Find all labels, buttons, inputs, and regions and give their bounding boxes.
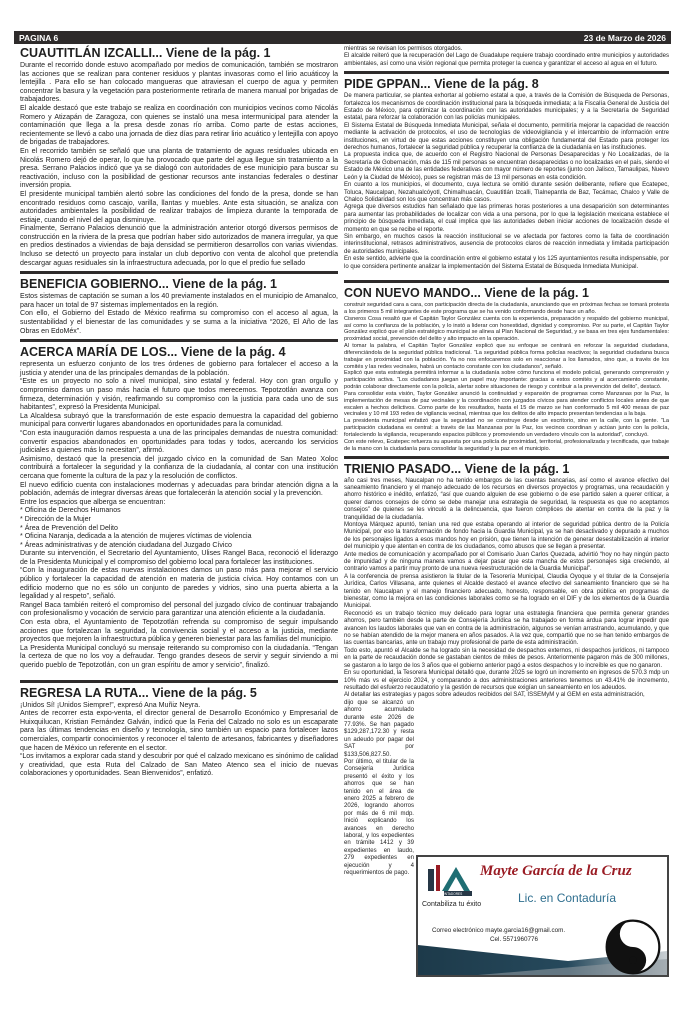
paragraph: “Este es un proyecto no solo a nivel municipal, sino estatal y federal. Hoy con gran orgullo y compromiso damos un paso más hacia el futuro que todos merecemos. Tepotzotlán avanza con firmeza, determinación y visión, reafirmando su compromiso con la justicia para cada uno de sus habitantes”, expresó la Presidenta Municipal. xyxy=(20,378,338,412)
article-body-wrapped xyxy=(344,700,414,878)
paragraph: En el recorrido también se señaló que una planta de tratamiento de aguas residuales ubicada en Nicolás Romero dejó de operar, lo que ha provocado que parte del agua llegue sin tratamiento a la presa. Serrano Palacios indicó que ya se dialogó con autoridades de ese municipio para buscar su reactivación, incluso con la posibilidad de gestionar recursos ante instancias federales o destinar inversión propia. xyxy=(20,147,338,190)
yin-yang-icon xyxy=(605,919,661,975)
paragraph: Ante medios de comunicación y acompañado por el Comisario Juan Carlos Quezada, advirtió “hoy no hay ningún pacto de impunidad y de ninguna manera vamos a dejar pasar que esta mancha de estos personajes siga creciendo, al contrario vamos a partir muy pronto de una nueva reestructuración de la Guardia Municipal”. xyxy=(344,551,669,573)
page-number: PAGINA 6 xyxy=(19,32,59,43)
article-title: CUAUTITLÁN IZCALLI... Viene de la pág. 1 xyxy=(20,46,271,60)
ad-phone[interactable]: Cel. 5571960776 xyxy=(490,936,538,943)
ad-email[interactable]: Correo electrónico mayte.garcia16@gmail.com. xyxy=(432,927,566,934)
paragraph: año casi tres meses, Naucalpan no ha tenido embargos de las cuentas bancarias, así como el avance efectivo del saneamiento financiero y el manejo adecuado de los recursos en diversos proyectos y programas, una recaudación y ahorro histórico e inédito, enfatizó, “así que cuando alguien de ese gobierno o de ese partido salen a querer criticar, a querer darnos consejos de cómo se debe manejar una estrategia de seguridad, la respuesta es que no aceptamos consejos” de quienes se les vinculó a la delincuencia, que fueron cómplices de atentar en contra de la paz y la tranquilidad de la ciudadanía. xyxy=(344,477,669,521)
paragraph: Durante su intervención, el Secretario del Ayuntamiento, Ulises Rangel Baca, reconoció el liderazgo de la Presidenta Municipal y el compromiso del gobierno local para fortalecer las instituciones. xyxy=(20,550,338,566)
paragraph: El alcalde reiteró que la recuperación del Lago de Guadalupe requiere trabajo coordinado entre municipios y autoridades ambientales, así como una visión regional que permita proteger la cuenca y garantizar el acceso al agua en el futuro. xyxy=(344,53,669,67)
paragraph: Reconoció es un trabajo técnico muy delicado para lograr una estrategia financiera que permita generar grandes ahorros, pero también desde la parte de Consejería Jurídica se ha trabajado en forma ardua para lograr impedir que avancen los laudos laborales que van en contra de la administración, algunos se venían arrastrando, acumulando, y que no se habían atendido de la mejor manera en años pasados. A la vez que, compartió que no se han tenido embargos de las cuentas bancarias, ante un trabajo muy profesional de parte de esta administración. xyxy=(344,610,669,647)
paragraph: Con esta obra, el Ayuntamiento de Tepotzotlán refrenda su compromiso de seguir impulsando acciones que fortalezcan la seguridad, la convivencia social y el acceso a la justicia, mediante proyectos que mejoren la infraestructura pública y generen bienestar para las familias del municipio. xyxy=(20,619,338,644)
article-body xyxy=(20,702,338,779)
paragraph: Entre los espacios que alberga se encuentran: xyxy=(20,498,166,506)
divider xyxy=(344,456,669,459)
article-title: CON NUEVO MANDO... Viene de la pág. 1 xyxy=(344,285,589,300)
paragraph: En cuanto a los municipios, el documento, cuya lectura se omitió durante sesión deliberante, refiere que Ecatepec, Toluca, Naucalpan, Nezahualcóyotl, Chimalhuacán, Cuautitlán Izcalli, Tlalnepantla de Baz, Tecámac, Chalco y Valle de Chalco Solidaridad son los que concentran más casos. xyxy=(344,182,669,203)
divider xyxy=(344,280,669,283)
paragraph: Finalmente, Serrano Palacios denunció que la administración anterior otorgó diversos permisos de construcción en la riviera de la presa que podrían haber sido autorizados de manera irregular, ya que en predios destinados a viviendas de baja densidad se permitieron desarrollos con varias viviendas. Incluso se detectó un proyecto para instalar un club deportivo con venta de alcohol que pretendía descargar aguas residuales sin la infraestructura adecuada, por lo que el predio fue sellado xyxy=(20,225,338,267)
article-trienio-pasado xyxy=(344,462,669,878)
paragraph: Antes de recorrer esta expo-venta, el director general de Desarrollo Económico y Empresarial de Huixquilucan, Kristian Fernández Galván, indicó que la Feria del Calzado no solo es un escaparate para las últimas tendencias en diseño y tecnología, sino también un espacio para fortalecer lazos comerciales, compartir conocimientos y reconocer el talento de artesanos, fabricantes y diseñadores que hacen de México un referente en el sector. xyxy=(20,710,338,752)
ad-profession: Lic. en Contaduría xyxy=(518,891,617,905)
paragraph: Estos sistemas de captación se suman a los 40 previamente instalados en el municipio de Amanalco, para hacer un total de 97 sistemas implementados en la región. xyxy=(20,293,338,309)
issue-date: 23 de Marzo de 2026 xyxy=(583,32,666,43)
paragraph: Durante el recorrido donde estuvo acompañado por medios de comunicación, también se mostraron las acciones que se realizan para contener residuos y plantas invasoras como el lirio acuáticoy la lentejilla . Para ello se han colocado mangueras que atraviesan el cuerpo de agua y permiten concentrar la basura y la vegetación para posteriormente retirarla de manera manual por brigadas de trabajadores. xyxy=(20,62,338,104)
advertisement-accountant[interactable] xyxy=(416,855,669,977)
article-body xyxy=(344,46,669,68)
logo-text: CONTADORES xyxy=(440,892,463,896)
paragraph: ¡Unidos Sí! ¡Unidos Siempre!”, expresó Ana Muñiz Neyra. xyxy=(20,701,201,709)
article-pide-gppan xyxy=(344,77,669,271)
paragraph: Rangel Baca también reiteró el compromiso del personal del juzgado cívico de continuar trabajando con profesionalismo y vocación de servicio para garantizar una atención eficiente a la ciudadanía. xyxy=(20,601,338,618)
paragraph: dijo que se alcanzó un ahorro acumulado durante este 2026 de 77.93%. Se han pagado $129,287,172.30 y resta un adeudo por pagar del SAT por $133,506,827.50. xyxy=(344,699,414,758)
ad-tagline: Contabiliza tu éxito xyxy=(422,901,482,908)
paragraph: Al detallar las estrategias y pagos sobre adeudos recibidos del SAT, ISSEMyM y al GEM en esta administración, xyxy=(344,692,645,699)
paragraph: Montoya Márquez apuntó, tenían una red que estaba operando al interior de seguridad pública dentro de la Policía Municipal, por eso la transformación de fondo hacia la Guardia Municipal, ya se han desactivado y depurado a muchos de los personajes ligados a esos mandos hoy en prisión, que tienen la intención de generar desestabilización al interior del municipio y que atentan en contra de los ciudadanos, como abusos que se llegan a presentar. xyxy=(344,521,669,551)
paragraph: La Presidenta Municipal concluyó su mensaje reiterando su compromiso con la ciudadanía. “Tengan la certeza de que no los voy a defraudar. Tengo grandes deseos de servir y seguir sirviendo a mi querido pueblo de Tepotzotlán, con un gran espíritu de amor y servicio”, finalizó. xyxy=(20,644,338,669)
paragraph: mientras se revisan los permisos otorgados. xyxy=(344,46,463,52)
article-body xyxy=(20,293,338,336)
article-body xyxy=(20,62,338,268)
paragraph: Asimismo, destacó que la presencia del juzgado cívico en la comunidad de San Mateo Xoloc contribuirá a fortalecer la seguridad y la confianza de la ciudadanía, al contar con una institución cercana que fomente la cultura de la paz y la resolución de conflictos. xyxy=(20,455,338,480)
paragraph: Explicó que esta estrategia permitirá informar a la ciudadanía sobre cómo funciona el modelo policial, generando comprensión y participación activa. “Los ciudadanos juegan un papel muy importante: gracias a estos comités y al acercamiento constante, podrán colaborar directamente con la policía, alertar sobre situaciones de riesgo y contribuir a la prevención del delito”, destacó. xyxy=(344,370,669,391)
paragraph: Todo esto, apuntó el Alcalde se ha logrado sin la necesidad de despachos externos, ni despachos jurídicos, ni tampoco en la parte de recaudación donde se gastaban cientos de miles de pesos. Anteriormente pagaron más de 300 millones, se gastaron a lo largo de los 3 años que el gobierno anterior pagó a estos despachos y lo increíble es que no ganaron. xyxy=(344,647,669,669)
page-header-bar xyxy=(14,31,671,44)
right-column xyxy=(344,46,669,877)
advertiser-name: Mayte García de la Cruz xyxy=(480,863,632,879)
paragraph: Para consolidar esta visión, Taylor González anunció la continuidad y expansión de programas como Manzanas por la Paz, la implementación de mesas de paz vecinales y la coordinación con juzgados cívicos para atender conflictos locales antes de que escalen a hechos delictivos. Como parte de los resultados, hasta el 15 de marzo se han conformado 5 mil 400 mesas de paz vecinales y 10 mil 193 redes de vigilancia vecinal, mientras que los delitos de alto impacto presentan tendencias a la baja. xyxy=(344,390,669,418)
article-title: TRIENIO PASADO... Viene de la pág. 1 xyxy=(344,461,570,476)
paragraph: “Los invitamos a explorar cada stand y descubrir por qué el calzado mexicano es sinónimo de calidad y creatividad, que esta Ruta del Calzado de San Mateo Atenco sea el inicio de nuevas colaboraciones y oportunidades. Sean Bienvenidos”, enfatizó. xyxy=(20,753,338,778)
paragraph: Cisneros Cosa resaltó que el Capitán Taylor González cuenta con la experiencia, preparación y respaldo del gobierno municipal, así como la confianza de la población, y lo instó a liderar con honestidad, dignidad y compromiso. Por su parte, el Capitán Taylor González explicó que el plan estratégico municipal se alinea al Plan Nacional de Seguridad, y se basa en tres ejes fundamentales: proximidad social, prevención del delito y alto impacto en la operación. xyxy=(344,315,669,343)
paragraph: Al tomar la palabra, el Capitán Taylor González explicó que su enfoque se centrará en reforzar la seguridad ciudadana, diferenciándola de la seguridad pública tradicional. “La seguridad pública forma policías reactivos; la seguridad ciudadana busca trabajar en proximidad con la población. Ya no nos enfocaremos solo en reaccionar a los llamados, sino que, a través de los comités y las redes vecinales, habrá un contacto constante con los ciudadanos”, señaló. xyxy=(344,343,669,370)
paragraph: El alcalde destacó que este trabajo se realiza en coordinación con municipios vecinos como Nicolás Romero y Atizapán de Zaragoza, con quienes se instaló una mesa intermunicipal para atender la contaminación que llega a la presa desde zonas río arriba. Como parte de estas acciones, recientemente se llevó a cabo una jornada de diez días para retirar lirio acuático y lentejilla con apoyo de brigadas de trabajadores. xyxy=(20,104,338,147)
paragraph: A la conferencia de prensa asistieron la titular de la Tesorería Municipal, Claudia Oyoque y el titular de la Consejería Jurídica, Carlos Villasana, ante quienes el Alcalde destacó el avance efectivo del saneamiento financiero que se ha tenido en Naucalpan y el manejo financiero adecuado, honesto, responsable, en obra pública en programas de bienestar, como la mejora en las condiciones laborales como se ha logrado en el DIF y de los elementos de la Guardia Municipal. xyxy=(344,573,669,610)
article-title: PIDE GPPAN... Viene de la pág. 8 xyxy=(344,77,539,92)
paragraph: La presidenta municipal enfatizó que la seguridad no se construye desde un escritorio, sino en la calle, con la gente. “La participación ciudadana es central: a través de las Manzanas por la Paz, los vecinos coordinan y actúan junto con la policía, fortaleciendo la vigilancia, recuperando espacios públicos y promoviendo un verdadero vínculo con la autoridad”, concluyó. xyxy=(344,418,669,438)
paragraph: El nuevo edificio cuenta con instalaciones modernas y adecuadas para brindar atención digna a la población, además de integrar diversas áreas que fortalecerán la atención social y la prevención. xyxy=(20,481,338,498)
article-title: ACERCA MARÍA DE LOS... Viene de la pág. 4 xyxy=(20,345,286,360)
article-acerca-maria xyxy=(20,345,338,670)
divider xyxy=(20,339,338,342)
paragraph: De manera particular, se plantea exhortar al gobierno estatal a que, a través de la Comisión de Búsqueda de Personas, fortalezca los mecanismos de coordinación institucional para la búsqueda inmediata; a la Fiscalía General de Justicia del Estado de México, para optimizar la coordinación con las autoridades municipales; y a la Secretaría de Seguridad estatal, para reforzar la colaboración con las policías municipales. xyxy=(344,93,669,122)
paragraph: * Área de Prevención del Delito xyxy=(20,524,118,532)
paragraph: “Con esta inauguración damos respuesta a una de las principales demandas de nuestra comunidad: convertir espacios abandonados en oportunidades para todas y todos, acercando los servicios judiciales a quienes más lo necesitan”, afirmó. xyxy=(20,429,338,455)
paragraph: Agrega que diversos estudios han señalado que las primeras horas posteriores a una desaparición son determinantes para aumentar las probabilidades de localizar con vida a una persona, por lo que la legislación mexicana establece el principio de búsqueda inmediata, el cual implica que las autoridades deben iniciar acciones de localización desde el momento en que se recibe el reporte. xyxy=(344,204,669,233)
paragraph: * Oficina Naranja, dedicada a la atención de mujeres víctimas de violencia xyxy=(20,533,252,541)
paragraph: En este sentido, advierte que la coordinación entre el gobierno estatal y los 125 ayuntamientos resulta indispensable, por lo que considera pertinente analizar la implementación del Sistema Estatal de Búsqueda Inmediata Municipal. xyxy=(344,256,669,270)
article-title: REGRESA LA RUTA... Viene de la pág. 5 xyxy=(20,685,257,700)
article-con-nuevo-mando xyxy=(344,286,669,453)
divider xyxy=(20,271,338,274)
left-column xyxy=(20,46,338,779)
article-beneficia-gobierno xyxy=(20,277,338,336)
article-body xyxy=(20,361,338,670)
article-body xyxy=(344,302,669,453)
article-body xyxy=(344,478,669,700)
paragraph: Por último, el titular de la Consejería Jurídica presentó el éxito y los ahorros que se han tenido en el área de enero 2025 a febrero de 2026, logrando ahorros por más de 6 mil mdp. Inició explicando los avances en derecho laboral, y los expedientes en trámite 1412 y 39 expedientes en laudo, 279 expedientes en ejecución y 4 requerimientos de pago. xyxy=(344,758,414,877)
paragraph: Con este relevo, Ecatepec refuerza su apuesta por una policía de proximidad, territorial, profesionalizada y tecnificada, que trabaje de la mano con la ciudadanía para consolidar la seguridad y la paz en el municipio. xyxy=(344,438,669,452)
paragraph: representa un esfuerzo conjunto de los tres órdenes de gobierno para fortalecer el acceso a la justicia y atender una de las principales demandas de la población. xyxy=(20,361,338,377)
article-cuautitlan-izcalli xyxy=(20,46,338,268)
divider xyxy=(344,71,669,74)
paragraph: “Con la inauguración de estas nuevas instalaciones damos un paso más para mejorar el servicio público y fortalecer la capacidad de atención en materia de justicia cívica. Hoy contamos con un edificio moderno que no es sólo un conjunto de paredes y vidrios, sino una puerta abierta a la legalidad y al respeto”, señaló. xyxy=(20,567,338,601)
paragraph: Sin embargo, en muchos casos la reacción institucional se ve afectada por factores como la falta de coordinación interinstitucional, retrasos administrativos, ausencia de protocolos claros de reacción inmediata y limitada participación de autoridades municipales. xyxy=(344,233,669,255)
article-izcalli-continuation xyxy=(344,46,669,68)
paragraph: La Alcaldesa subrayó que la transformación de este espacio demuestra la capacidad del gobierno municipal para convertir lugares abandonados en oportunidades para la comunidad. xyxy=(20,412,338,429)
paragraph: En su oportunidad, la Tesorera Municipal detalló que, durante 2025 se logró un incremento en ingresos de 570.3 mdp un 10% más vs el ejercicio 2024, y comparando a dos administraciones anteriores tenemos un 43.41% de incremento, resultado del esfuerzo recaudatorio y la gestión de recursos que exigían un saneamiento en los adeudos. xyxy=(344,670,669,691)
paragraph: El Sistema Estatal de Búsqueda Inmediata Municipal, señala el documento, permitiría mejorar la capacidad de reacción mediante la activación de protocolos, el uso de tecnologías de videovigilancia y el intercambio de información entre instituciones, en virtud de que estas acciones constituyen una obligación fundamental del Estado para proteger los derechos humanos, fortalecer la seguridad pública y recuperar la confianza de la ciudadanía en las instituciones. xyxy=(344,122,669,152)
paragraph: * Áreas administrativas y de atención ciudadana del Juzgado Cívico xyxy=(20,541,232,549)
paragraph: La propuesta indica que, de acuerdo con el Registro Nacional de Personas Desaparecidas y No Localizadas, de la Secretaría de Gobernación, más de 115 mil personas se encuentran desaparecidas o no localizadas en el país, siendo el Estado de México una de las entidades federativas con mayor número de reportes (junto con Jalisco, Tamaulipas, Nuevo León y la Ciudad de México), pues se registran más de 13 mil personas en esta condición. xyxy=(344,152,669,181)
paragraph: * Dirección de la Mujer xyxy=(20,515,91,523)
paragraph: construir seguridad cara a cara, con participación directa de la ciudadanía, anunciando que en próximas fechas se tomará protesta a los primeros 5 mil integrantes de este programa que se ha venido conformando desde hace un año. xyxy=(344,301,669,315)
paragraph: Con ello, el Gobierno del Estado de México reafirma su compromiso con el acceso al agua, la sustentabilidad y el bienestar de las comunidades y se suma a la iniciativa “2026, El Año de las Obras en EdoMéx”. xyxy=(20,310,338,335)
paragraph: * Oficina de Derechos Humanos xyxy=(20,507,121,515)
divider xyxy=(20,680,338,683)
paragraph: El presidente municipal también alertó sobre las condiciones del fondo de la presa, donde se han encontrado residuos como cascajo, varilla, llantas y muebles. Ante esta situación, se analiza con autoridades ambientales la posibilidad de realizar trabajos de limpieza durante la temporada de estiaje, cuando el nivel del agua disminuye. xyxy=(20,190,338,224)
article-body xyxy=(344,93,669,271)
article-title: BENEFICIA GOBIERNO... Viene de la pág. 1 xyxy=(20,277,278,292)
article-regresa-la-ruta xyxy=(20,686,338,779)
